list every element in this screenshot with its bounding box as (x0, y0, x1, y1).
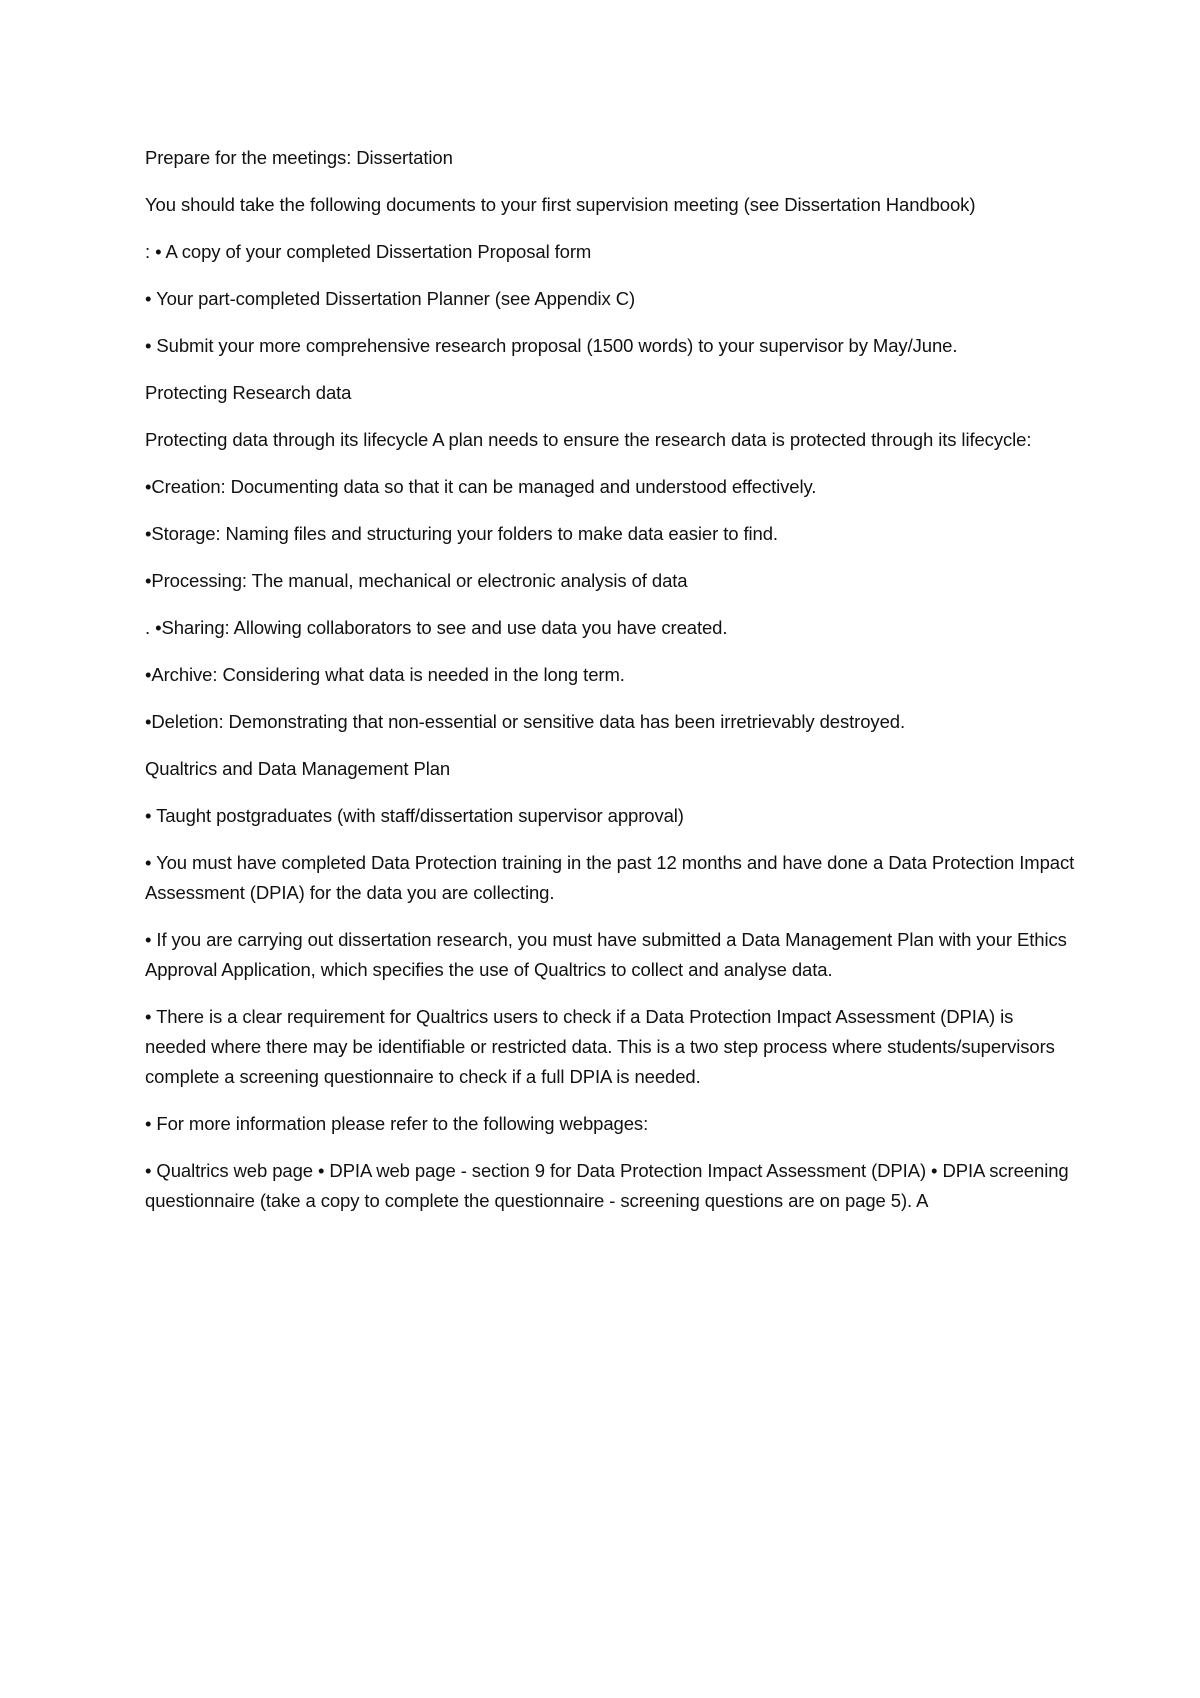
paragraph-documents-intro: You should take the following documents to your first supervision meeting (see Dissertation Handbook) (145, 194, 976, 215)
list-item-storage: •Storage: Naming files and structuring your folders to make data easier to find. (145, 523, 778, 544)
document-page (145, 143, 1075, 1233)
list-item-deletion: •Deletion: Demonstrating that non-essential or sensitive data has been irretrievably destroyed. (145, 711, 906, 732)
list-item-data-protection-training: • You must have completed Data Protection training in the past 12 months and have done a Data Protection Impact Assessment (DPIA) for the data you are collecting. (145, 852, 1075, 903)
list-item-dissertation-planner: • Your part-completed Dissertation Planner (see Appendix C) (145, 288, 636, 309)
paragraph-lifecycle-intro: Protecting data through its lifecycle A plan needs to ensure the research data is protected through its lifecycle: (145, 429, 1032, 450)
list-item-archive: •Archive: Considering what data is needed in the long term. (145, 664, 625, 685)
list-item-sharing: . •Sharing: Allowing collaborators to see and use data you have created. (145, 617, 728, 638)
list-item-creation: •Creation: Documenting data so that it can be managed and understood effectively. (145, 476, 817, 497)
section-heading-protecting-data: Protecting Research data (145, 382, 352, 403)
list-item-proposal-form: : • A copy of your completed Dissertation Proposal form (145, 241, 592, 262)
list-item-webpages: • Qualtrics web page • DPIA web page - section 9 for Data Protection Impact Assessment (DPIA) • DPIA screening questionnaire (take a copy to complete the questionnaire - screening questions are on page 5). A (145, 1160, 1069, 1211)
list-item-research-proposal: • Submit your more comprehensive research proposal (1500 words) to your supervisor by May/June. (145, 335, 958, 356)
list-item-dpia-requirement: • There is a clear requirement for Qualtrics users to check if a Data Protection Impact Assessment (DPIA) is needed where there may be identifiable or restricted data. This is a two step process where students/supervisors complete a screening questionnaire to check if a full DPIA is needed. (145, 1006, 1055, 1087)
section-heading-prepare-meetings: Prepare for the meetings: Dissertation (145, 147, 453, 168)
list-item-more-information: • For more information please refer to the following webpages: (145, 1113, 649, 1134)
section-heading-qualtrics: Qualtrics and Data Management Plan (145, 758, 451, 779)
list-item-data-management-plan: • If you are carrying out dissertation research, you must have submitted a Data Management Plan with your Ethics Approval Application, which specifies the use of Qualtrics to collect and analyse data. (145, 929, 1067, 980)
list-item-taught-postgraduates: • Taught postgraduates (with staff/dissertation supervisor approval) (145, 805, 684, 826)
list-item-processing: •Processing: The manual, mechanical or electronic analysis of data (145, 570, 688, 591)
